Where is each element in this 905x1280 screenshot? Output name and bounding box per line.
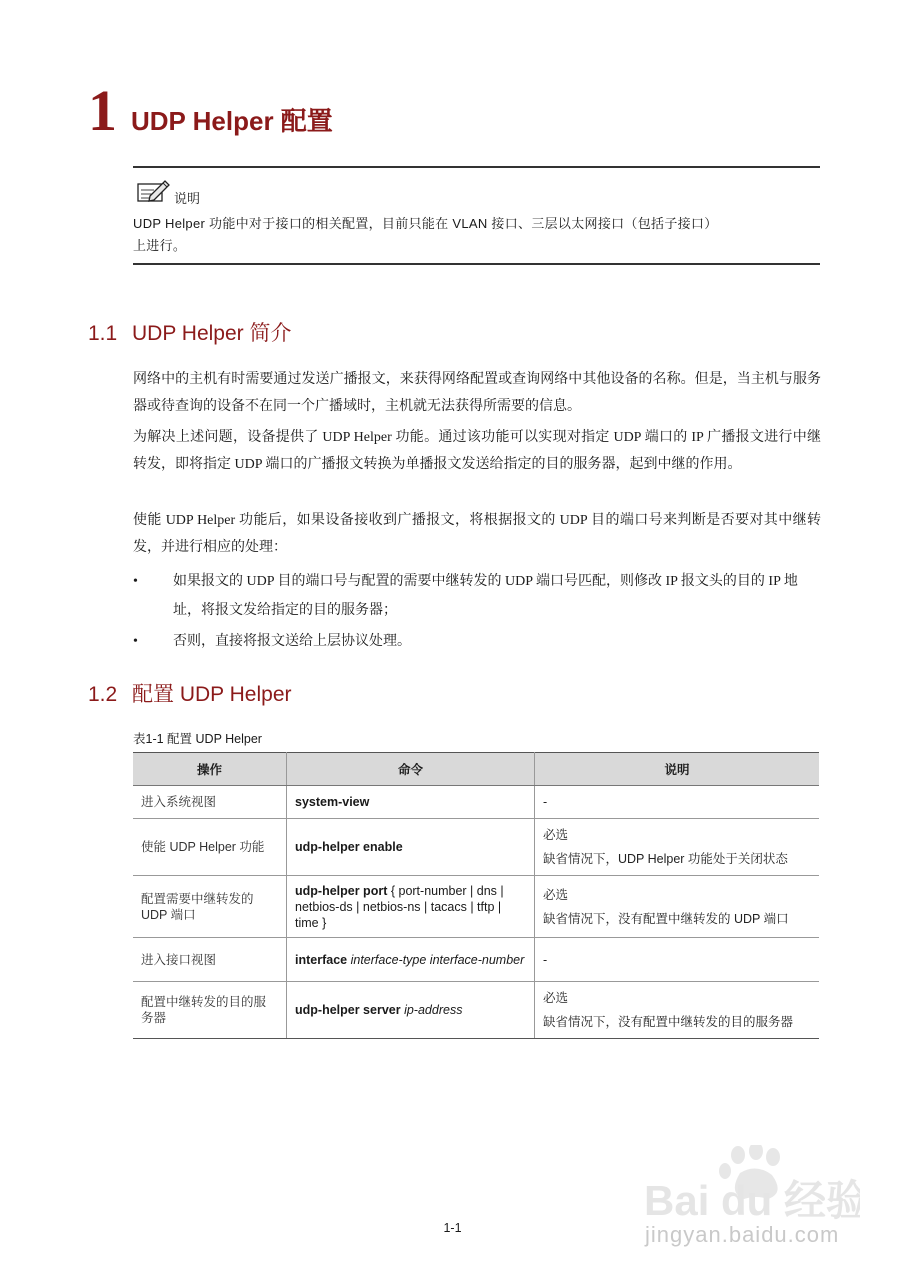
paragraph: 为解决上述问题，设备提供了 UDP Helper 功能。通过该功能可以实现对指定 UDP 端口的 IP 广播报文进行中继转发，即将指定 UDP 端口的广播报文转换为单播报文发送给指定的目的服务器，起到中继的作用。 bbox=[133, 430, 821, 472]
page-number: 1-1 bbox=[443, 1221, 462, 1235]
cell-description bbox=[535, 819, 820, 876]
table-row bbox=[133, 786, 819, 819]
chapter-heading bbox=[88, 78, 333, 152]
command-keyword: udp-helper server bbox=[295, 1003, 401, 1017]
command-keyword: interface bbox=[295, 952, 348, 967]
section-title: UDP Helper 简介 bbox=[132, 322, 292, 345]
section-heading-1-2 bbox=[88, 678, 292, 708]
bullet-dot-icon: • bbox=[133, 574, 138, 589]
command-args: ip-address bbox=[404, 1003, 463, 1017]
desc-line: 必选 bbox=[543, 991, 569, 1005]
cell-operation: 进入系统视图 bbox=[133, 786, 287, 819]
paragraph: 网络中的主机有时需要通过发送广播报文，来获得网络配置或查询网络中其他设备的名称。但是，当主机与服务器或待查询的设备不在同一个广播域时，主机就无法获得所需要的信息。 bbox=[133, 372, 821, 414]
watermark-url: jingyan.baidu.com bbox=[645, 1222, 840, 1247]
desc-line: 必选 bbox=[543, 828, 569, 842]
note-body bbox=[133, 213, 820, 257]
bullet-item bbox=[133, 567, 821, 625]
cell-operation: 使能 UDP Helper 功能 bbox=[133, 819, 287, 876]
watermark-logo-text: Bai du 经验 bbox=[644, 1177, 860, 1224]
desc-line: 必选 bbox=[543, 887, 569, 902]
chapter-title: UDP Helper 配置 bbox=[131, 106, 333, 136]
note-header bbox=[136, 178, 200, 209]
desc-line: 缺省情况下，没有配置中继转发的 UDP 端口 bbox=[543, 911, 789, 926]
bullet-text: 如果报文的 UDP 目的端口号与配置的需要中继转发的 UDP 端口号匹配，则修改 IP 报文头的目的 IP 地址，将报文发给指定的目的服务器； bbox=[173, 574, 798, 618]
section-number: 1.1 bbox=[88, 322, 118, 345]
note-box bbox=[133, 166, 820, 265]
desc-line: 缺省情况下，UDP Helper 功能处于关闭状态 bbox=[543, 852, 788, 866]
command-keyword: system-view bbox=[295, 795, 370, 809]
cell-command bbox=[287, 786, 535, 819]
paragraph: 使能 UDP Helper 功能后，如果设备接收到广播报文，将根据报文的 UDP 目的端口号来判断是否要对其中继转发，并进行相应的处理： bbox=[133, 513, 821, 555]
header-description: 说明 bbox=[535, 753, 820, 786]
cell-description bbox=[535, 876, 820, 938]
table-row bbox=[133, 819, 819, 876]
cell-description bbox=[535, 786, 820, 819]
note-line: 上进行。 bbox=[133, 238, 187, 253]
table-header-row bbox=[133, 753, 819, 786]
cell-operation: 配置中继转发的目的服务器 bbox=[133, 982, 287, 1039]
command-keyword: udp-helper port bbox=[295, 883, 388, 898]
table-caption: 表1-1 配置 UDP Helper bbox=[133, 732, 262, 746]
section-number: 1.2 bbox=[88, 683, 118, 706]
header-command: 命令 bbox=[287, 753, 535, 786]
desc-line: - bbox=[543, 795, 548, 809]
section-heading-1-1 bbox=[88, 317, 292, 347]
bullet-text: 否则，直接将报文送给上层协议处理。 bbox=[173, 634, 411, 649]
cell-description bbox=[535, 938, 820, 982]
table-row bbox=[133, 876, 819, 938]
table-row bbox=[133, 938, 819, 982]
table-row bbox=[133, 982, 819, 1039]
cell-command bbox=[287, 819, 535, 876]
desc-line: 缺省情况下，没有配置中继转发的目的服务器 bbox=[543, 1015, 794, 1029]
note-label: 说明 bbox=[174, 191, 201, 206]
header-operation: 操作 bbox=[133, 753, 287, 786]
bullet-item bbox=[133, 627, 821, 656]
cell-command bbox=[287, 938, 535, 982]
cell-command bbox=[287, 982, 535, 1039]
note-pencil-icon bbox=[136, 178, 170, 209]
note-line: UDP Helper 功能中对于接口的相关配置，目前只能在 VLAN 接口、三层以太网接口（包括子接口） bbox=[133, 216, 718, 231]
desc-line: - bbox=[543, 952, 548, 967]
config-table bbox=[133, 752, 819, 1039]
command-args: { port-number | dns | netbios-ds | netbios-ns | tacacs | tftp | time } bbox=[295, 883, 504, 930]
section-title: 配置 UDP Helper bbox=[132, 683, 292, 706]
cell-description bbox=[535, 982, 820, 1039]
cell-command bbox=[287, 876, 535, 938]
bullet-dot-icon: • bbox=[133, 634, 138, 649]
cell-operation: 配置需要中继转发的 UDP 端口 bbox=[133, 876, 287, 938]
command-args: interface-type interface-number bbox=[350, 952, 525, 967]
command-keyword: udp-helper enable bbox=[295, 840, 403, 854]
cell-operation: 进入接口视图 bbox=[133, 938, 287, 982]
chapter-number: 1 bbox=[88, 78, 117, 143]
